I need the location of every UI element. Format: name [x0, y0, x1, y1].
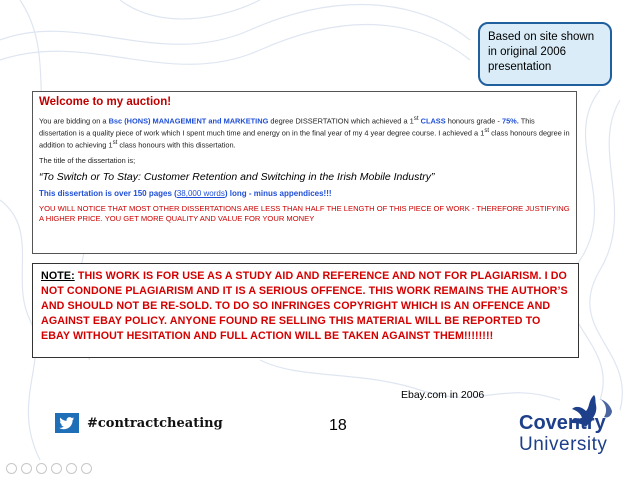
- note-text: THIS WORK IS FOR USE AS A STUDY AID AND REFERENCE AND NOT FOR PLAGIARISM. I DO NOT CONDONE PLAGIARISM AND IT IS A SERIOUS OFFENCE. THIS WORK REMAINS THE AUTHOR’S AND SHOULD NOT BE RE-SOLD. TO DO SO INFRINGES COPYRIGHT WHICH IS AN OFFENCE AND AGAINST EBAY POLICY. ANYONE FOUND RE SELLING THIS MATERIAL WILL BE REPORTED TO EBAY WITHOUT HESITATION AND FULL ACTION WILL BE TAKEN AGAINST THEM!!!!!!!!: [41, 270, 568, 342]
- pen-icon[interactable]: [36, 463, 47, 474]
- zoom-icon[interactable]: [66, 463, 77, 474]
- note-label: NOTE:: [41, 270, 75, 282]
- auction-screenshot-panel: [32, 91, 577, 254]
- more-options-icon[interactable]: [81, 463, 92, 474]
- bid-degree: Bsc (HONS) MANAGEMENT and MARKETING: [108, 116, 269, 126]
- plagiarism-note-panel: [32, 263, 579, 358]
- bid-sup-1: st: [413, 115, 419, 122]
- bid-text-c: degree DISSERTATION which achieved a 1: [268, 116, 414, 126]
- bid-text-g: This dissertation is a quality piece of work which I spent much time and energy on in the final year of my 4 year degree course. I achieved a 1: [39, 116, 535, 138]
- bid-sup-3: st: [112, 138, 118, 146]
- slide-nav-controls[interactable]: [6, 463, 92, 474]
- hashtag-text: #contractcheating: [87, 415, 223, 431]
- callout-line-2: in original 2006: [488, 46, 567, 58]
- page-count-line: [39, 189, 570, 198]
- slides-icon[interactable]: [51, 463, 62, 474]
- hashtag-footer: [55, 413, 223, 433]
- bid-text-i: class honours with this dissertation.: [117, 140, 236, 150]
- auction-description: [39, 114, 570, 150]
- bid-text-e: honours grade -: [445, 116, 502, 126]
- dissertation-title: “To Switch or To Stay: Customer Retention and Switching in the Irish Mobile Industry”: [39, 171, 435, 184]
- bid-sup-2: st: [484, 126, 490, 134]
- title-intro: The title of the dissertation is;: [39, 155, 136, 165]
- word-count: 38,000 words: [176, 189, 225, 199]
- bid-class: CLASS: [418, 116, 446, 126]
- ebay-caption: Ebay.com in 2006: [401, 389, 485, 401]
- twitter-bird-icon: [55, 413, 79, 433]
- bid-grade: 75%.: [501, 116, 519, 126]
- prev-slide-icon[interactable]: [6, 463, 17, 474]
- bid-text-a: You are bidding on a: [39, 116, 109, 126]
- annotation-callout: [478, 22, 612, 86]
- page-number: 18: [329, 417, 347, 434]
- bid-text-h: class honours degree in addition to achieving 1: [39, 128, 570, 150]
- logo-university: University: [519, 434, 608, 455]
- logo-coventry: Coventry: [519, 412, 606, 434]
- next-slide-icon[interactable]: [21, 463, 32, 474]
- callout-line-3: presentation: [488, 61, 552, 73]
- pages-text-a: This dissertation is over 150 pages (: [39, 189, 177, 199]
- callout-line-1: Based on site shown: [488, 31, 595, 43]
- pages-text-c: ) long - minus appendices!!!: [224, 189, 332, 199]
- auction-heading: Welcome to my auction!: [39, 96, 172, 108]
- price-warning: YOU WILL NOTICE THAT MOST OTHER DISSERTATIONS ARE LESS THAN HALF THE LENGTH OF THIS PIECE OF WORK - THEREFORE JUSTIFYING A HIGHER PRICE. YOU GET MORE QUALITY AND VALUE FOR YOUR MONEY: [39, 204, 570, 223]
